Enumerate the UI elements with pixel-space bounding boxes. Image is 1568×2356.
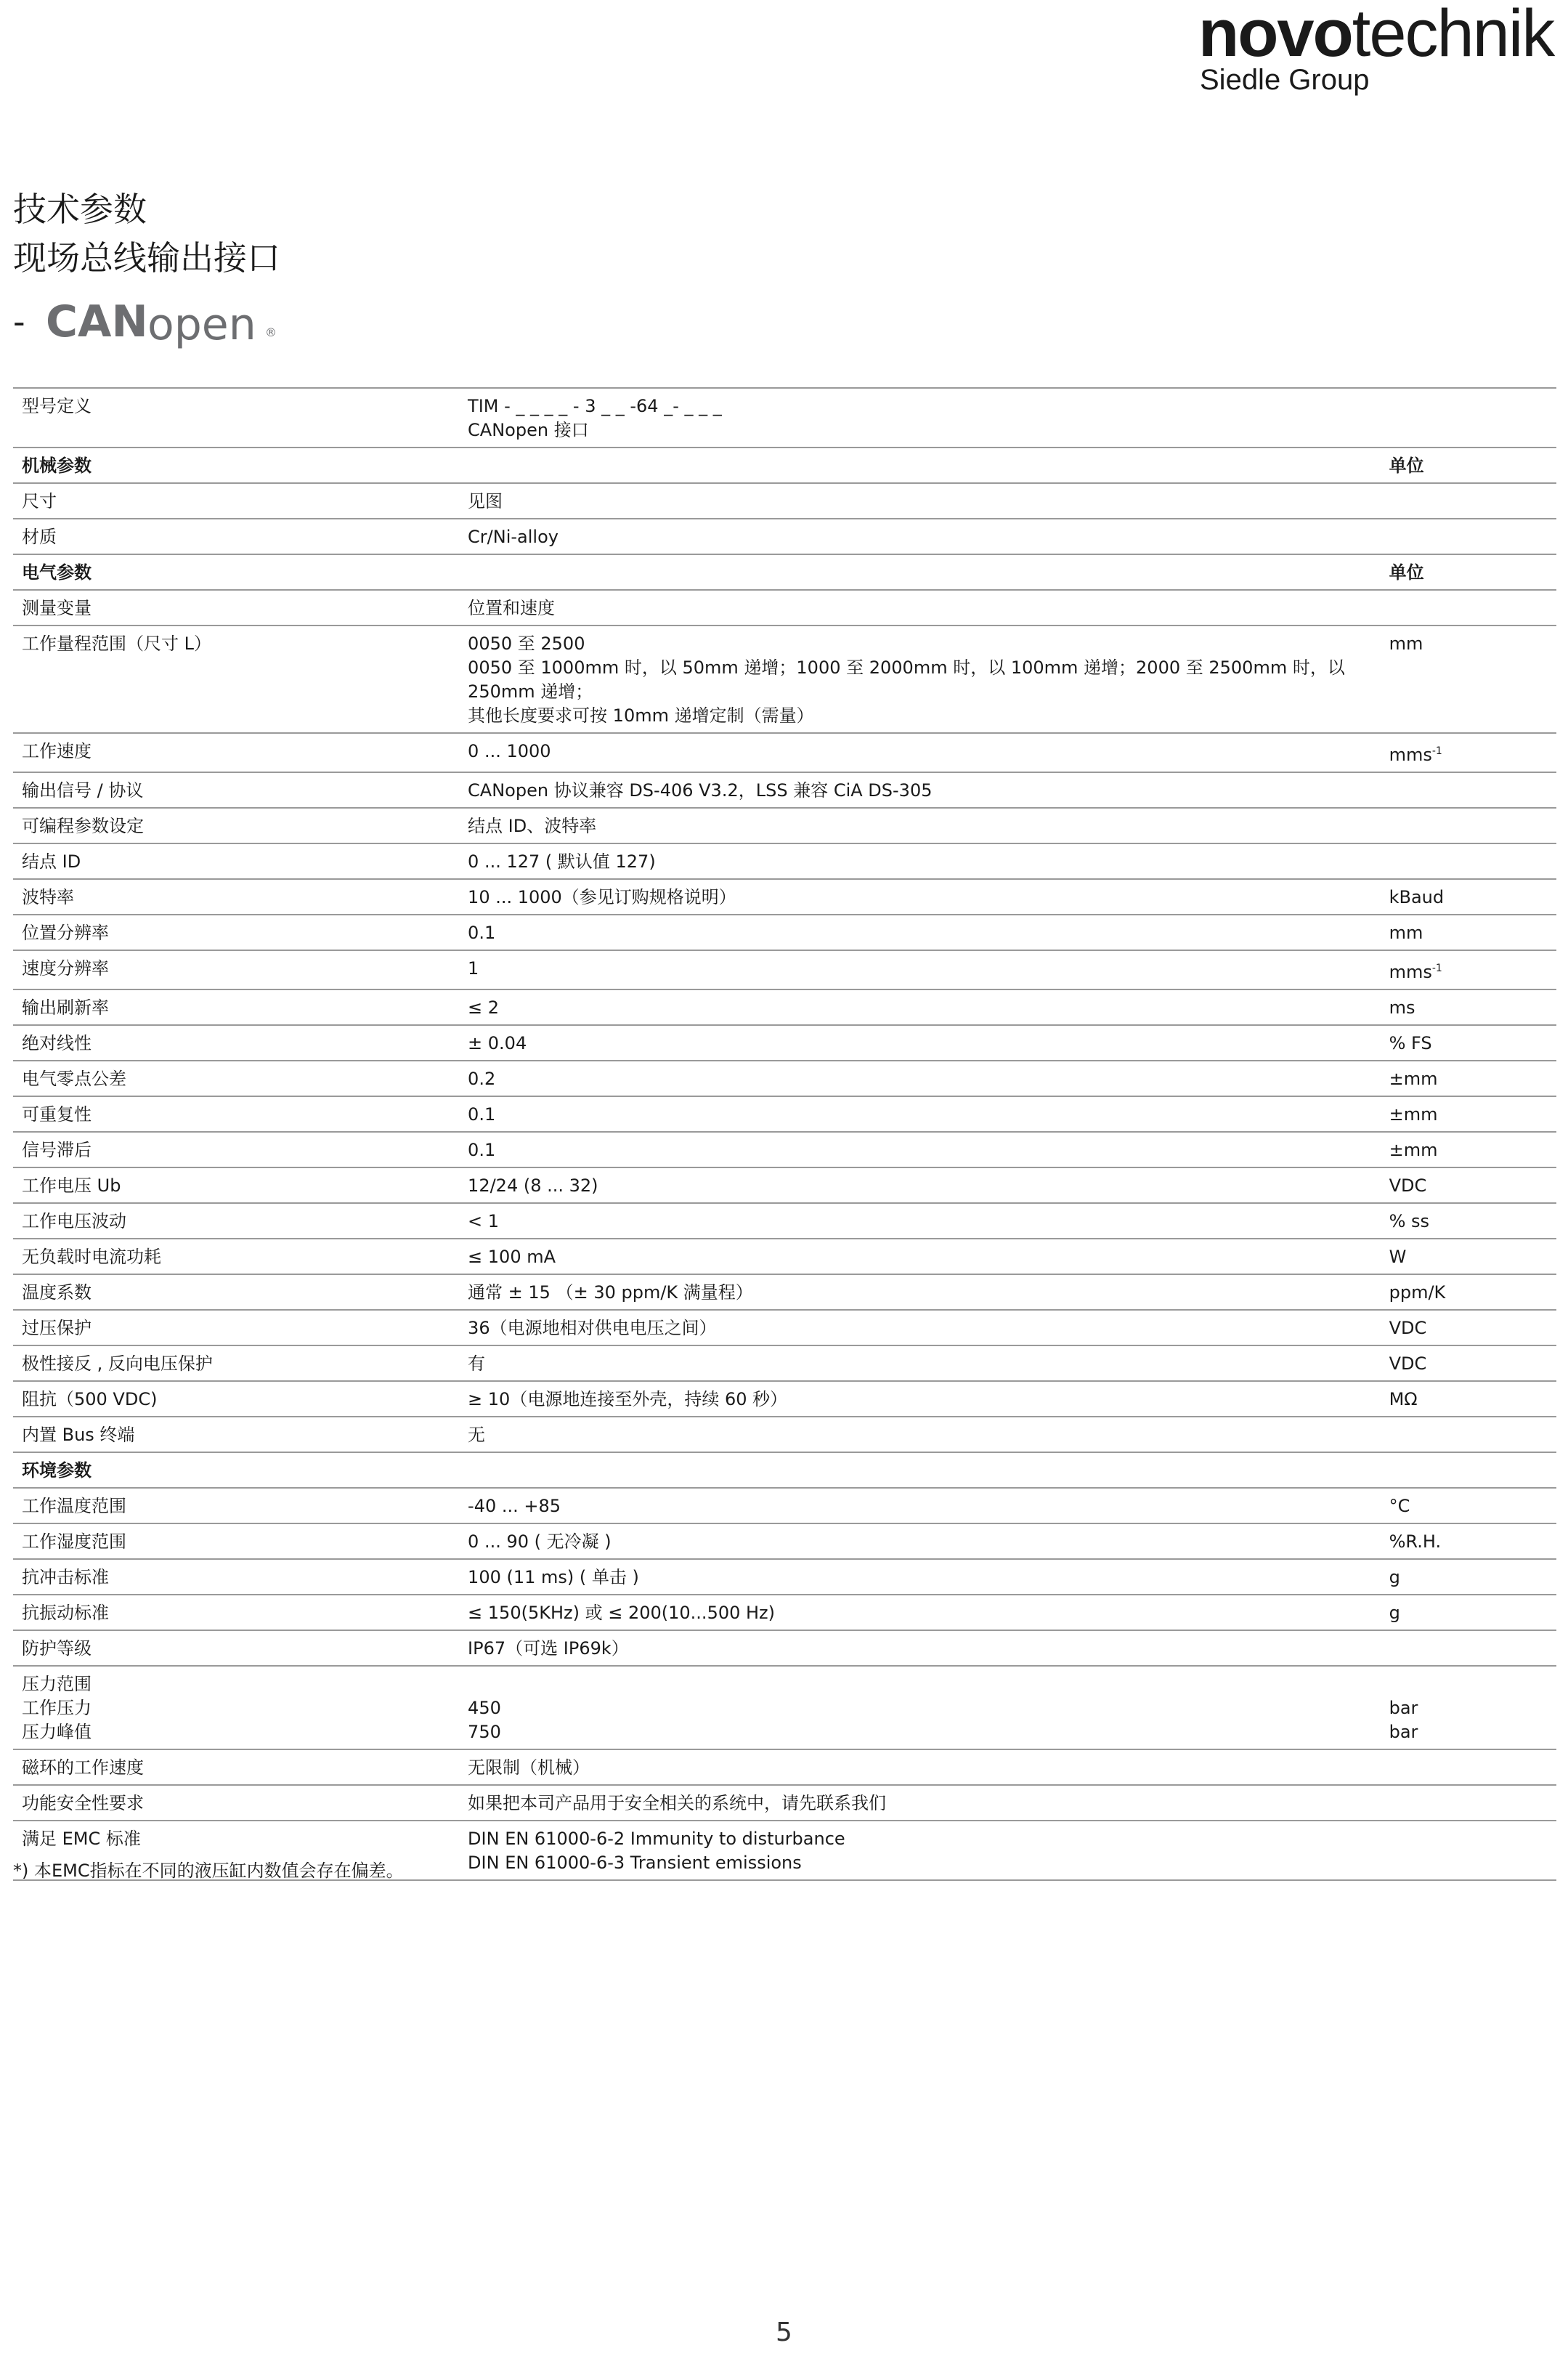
spec-row — [13, 1345, 1556, 1381]
param-unit: ±mm — [1381, 1132, 1556, 1167]
spec-row — [13, 843, 1556, 879]
param-value: IP67（可选 IP69k） — [459, 1630, 1381, 1666]
logo-light-part: technik — [1352, 0, 1554, 70]
param-value: 0 ... 1000 — [459, 733, 1381, 772]
spec-row — [13, 388, 1556, 448]
unit-exponent: -1 — [1431, 963, 1442, 974]
param-label: 极性接反 , 反向电压保护 — [13, 1345, 459, 1381]
spec-row — [13, 1132, 1556, 1167]
param-unit — [1381, 843, 1556, 879]
unit-exponent: -1 — [1431, 745, 1442, 757]
param-label: 防护等级 — [13, 1630, 459, 1666]
param-value: 通常 ± 15 （± 30 ppm/K 满量程） — [459, 1274, 1381, 1310]
param-unit: VDC — [1381, 1167, 1556, 1203]
param-value: 10 ... 1000（参见订购规格说明） — [459, 879, 1381, 915]
param-value: Cr/Ni-alloy — [459, 519, 1381, 554]
param-label: 结点 ID — [13, 843, 459, 879]
param-unit: mm — [1381, 915, 1556, 950]
param-value: 450 750 — [459, 1666, 1381, 1749]
spec-row — [13, 1167, 1556, 1203]
param-unit — [1381, 1749, 1556, 1785]
param-label: 信号滞后 — [13, 1132, 459, 1167]
param-label: 型号定义 — [13, 388, 459, 448]
param-label: 磁环的工作速度 — [13, 1749, 459, 1785]
page-number: 5 — [776, 2317, 792, 2347]
heading-dash: - — [13, 302, 25, 341]
section-title: 电气参数 — [13, 554, 459, 590]
param-unit: ±mm — [1381, 1061, 1556, 1096]
param-unit: °C — [1381, 1488, 1556, 1523]
section-title: 机械参数 — [13, 448, 459, 483]
param-unit: ms — [1381, 989, 1556, 1025]
param-label: 工作温度范围 — [13, 1488, 459, 1523]
param-label: 绝对线性 — [13, 1025, 459, 1061]
param-unit — [1381, 590, 1556, 626]
spec-row — [13, 1785, 1556, 1821]
param-label: 工作电压 Ub — [13, 1167, 459, 1203]
logo-bold-part: novo — [1198, 0, 1352, 70]
param-unit: kBaud — [1381, 879, 1556, 915]
param-unit: ±mm — [1381, 1096, 1556, 1132]
param-label: 尺寸 — [13, 483, 459, 519]
param-value: 1 — [459, 950, 1381, 989]
param-unit: ppm/K — [1381, 1274, 1556, 1310]
novotechnik-logo — [1198, 0, 1568, 102]
param-label: 电气零点公差 — [13, 1061, 459, 1096]
param-value: CANopen 协议兼容 DS-406 V3.2，LSS 兼容 CiA DS-305 — [459, 772, 1381, 808]
param-label: 测量变量 — [13, 590, 459, 626]
param-unit: % ss — [1381, 1203, 1556, 1239]
spec-row — [13, 590, 1556, 626]
param-value: 0.1 — [459, 915, 1381, 950]
param-unit — [1381, 772, 1556, 808]
spec-row — [13, 519, 1556, 554]
spec-row — [13, 1666, 1556, 1749]
param-unit: g — [1381, 1559, 1556, 1595]
spec-row — [13, 1595, 1556, 1630]
param-value: ≤ 100 mA — [459, 1239, 1381, 1274]
param-label: 功能安全性要求 — [13, 1785, 459, 1821]
param-unit — [1381, 483, 1556, 519]
param-label: 可重复性 — [13, 1096, 459, 1132]
param-unit: mm — [1381, 626, 1556, 733]
param-value: 0.1 — [459, 1096, 1381, 1132]
param-value: ≤ 2 — [459, 989, 1381, 1025]
param-value: 无限制（机械） — [459, 1749, 1381, 1785]
spec-row — [13, 772, 1556, 808]
param-unit: VDC — [1381, 1310, 1556, 1345]
param-value: 见图 — [459, 483, 1381, 519]
param-label: 速度分辨率 — [13, 950, 459, 989]
spec-row — [13, 1417, 1556, 1452]
logo-subtitle: Siedle Group — [1200, 64, 1370, 96]
param-value: ± 0.04 — [459, 1025, 1381, 1061]
param-label: 可编程参数设定 — [13, 808, 459, 843]
spec-row — [13, 1310, 1556, 1345]
spec-row — [13, 915, 1556, 950]
spec-row — [13, 1559, 1556, 1595]
param-unit — [1381, 1417, 1556, 1452]
spec-table-body — [13, 388, 1556, 1880]
param-unit: % FS — [1381, 1025, 1556, 1061]
spec-row — [13, 1025, 1556, 1061]
param-label: 材质 — [13, 519, 459, 554]
spec-row — [13, 1749, 1556, 1785]
param-unit — [1381, 519, 1556, 554]
param-label: 输出刷新率 — [13, 989, 459, 1025]
spec-row — [13, 626, 1556, 733]
unit-header: 单位 — [1381, 448, 1556, 483]
spec-row — [13, 1630, 1556, 1666]
spec-row — [13, 879, 1556, 915]
unit-base: mms — [1389, 962, 1432, 982]
param-value — [459, 554, 1381, 590]
param-value — [459, 1452, 1381, 1488]
spec-row — [13, 1274, 1556, 1310]
param-value: 0.2 — [459, 1061, 1381, 1096]
spec-row — [13, 989, 1556, 1025]
spec-row — [13, 1061, 1556, 1096]
param-value: 12/24 (8 ... 32) — [459, 1167, 1381, 1203]
param-unit: MΩ — [1381, 1381, 1556, 1417]
param-value: 结点 ID、波特率 — [459, 808, 1381, 843]
footnote: *) 本EMC指标在不同的液压缸内数值会存在偏差。 — [13, 1861, 404, 1881]
section-header-row — [13, 554, 1556, 590]
param-unit — [1381, 1785, 1556, 1821]
spec-row — [13, 1239, 1556, 1274]
param-label: 抗冲击标准 — [13, 1559, 459, 1595]
param-label: 工作湿度范围 — [13, 1523, 459, 1559]
spec-row — [13, 733, 1556, 772]
param-label: 过压保护 — [13, 1310, 459, 1345]
page-subtitle: 现场总线输出接口 — [13, 238, 280, 278]
param-label: 工作量程范围（尺寸 L） — [13, 626, 459, 733]
spec-row — [13, 808, 1556, 843]
param-value: 0 ... 90 ( 无冷凝 ) — [459, 1523, 1381, 1559]
spec-table — [13, 387, 1556, 1881]
spec-row — [13, 1523, 1556, 1559]
param-label: 内置 Bus 终端 — [13, 1417, 459, 1452]
param-value: TIM - _ _ _ _ - 3 _ _ -64 _- _ _ _ CANopen 接口 — [459, 388, 1381, 448]
canopen-logo-registered: ® — [265, 325, 277, 339]
param-unit — [1381, 950, 1556, 989]
spec-row — [13, 483, 1556, 519]
param-value: 0050 至 2500 0050 至 1000mm 时，以 50mm 递增；1000 至 2000mm 时，以 100mm 递增；2000 至 2500mm 时，以 250mm 递增； 其他长度要求可按 10mm 递增定制（需量） — [459, 626, 1381, 733]
logo-wordmark — [1198, 0, 1554, 70]
canopen-logo-open: open — [147, 299, 256, 350]
param-unit: bar bar — [1381, 1666, 1556, 1749]
unit-header — [1381, 1452, 1556, 1488]
param-label: 阻抗（500 VDC) — [13, 1381, 459, 1417]
unit-base: mms — [1389, 745, 1432, 765]
param-value: 如果把本司产品用于安全相关的系统中，请先联系我们 — [459, 1785, 1381, 1821]
param-value: -40 ... +85 — [459, 1488, 1381, 1523]
param-unit — [1381, 733, 1556, 772]
param-label: 满足 EMC 标准 — [13, 1821, 459, 1880]
param-label: 温度系数 — [13, 1274, 459, 1310]
param-value: 无 — [459, 1417, 1381, 1452]
spec-row — [13, 1203, 1556, 1239]
param-label: 压力范围 工作压力 压力峰值 — [13, 1666, 459, 1749]
param-unit — [1381, 808, 1556, 843]
section-header-row — [13, 448, 1556, 483]
canopen-logo — [46, 294, 285, 360]
param-label: 工作速度 — [13, 733, 459, 772]
param-value: < 1 — [459, 1203, 1381, 1239]
param-label: 抗振动标准 — [13, 1595, 459, 1630]
param-value: 位置和速度 — [459, 590, 1381, 626]
spec-row — [13, 1096, 1556, 1132]
param-unit — [1381, 388, 1556, 448]
spec-row — [13, 1488, 1556, 1523]
param-label: 位置分辨率 — [13, 915, 459, 950]
param-unit: VDC — [1381, 1345, 1556, 1381]
section-title: 环境参数 — [13, 1452, 459, 1488]
spec-row — [13, 1381, 1556, 1417]
param-value — [459, 448, 1381, 483]
param-value: DIN EN 61000-6-2 Immunity to disturbance DIN EN 61000-6-3 Transient emissions — [459, 1821, 1381, 1880]
param-label: 输出信号 / 协议 — [13, 772, 459, 808]
param-unit: %R.H. — [1381, 1523, 1556, 1559]
section-header-row — [13, 1452, 1556, 1488]
param-unit: g — [1381, 1595, 1556, 1630]
param-value: 0 ... 127 ( 默认值 127) — [459, 843, 1381, 879]
param-label: 波特率 — [13, 879, 459, 915]
page-title: 技术参数 — [13, 190, 147, 229]
param-label: 无负载时电流功耗 — [13, 1239, 459, 1274]
param-value: 有 — [459, 1345, 1381, 1381]
canopen-logo-can: CAN — [46, 296, 148, 347]
param-value: 100 (11 ms) ( 单击 ) — [459, 1559, 1381, 1595]
param-unit — [1381, 1630, 1556, 1666]
param-value: ≥ 10（电源地连接至外壳，持续 60 秒） — [459, 1381, 1381, 1417]
param-value: ≤ 150(5KHz) 或 ≤ 200(10...500 Hz) — [459, 1595, 1381, 1630]
unit-header: 单位 — [1381, 554, 1556, 590]
param-label: 工作电压波动 — [13, 1203, 459, 1239]
param-value: 0.1 — [459, 1132, 1381, 1167]
param-value: 36（电源地相对供电电压之间） — [459, 1310, 1381, 1345]
spec-row — [13, 950, 1556, 989]
param-unit: W — [1381, 1239, 1556, 1274]
param-unit — [1381, 1821, 1556, 1880]
